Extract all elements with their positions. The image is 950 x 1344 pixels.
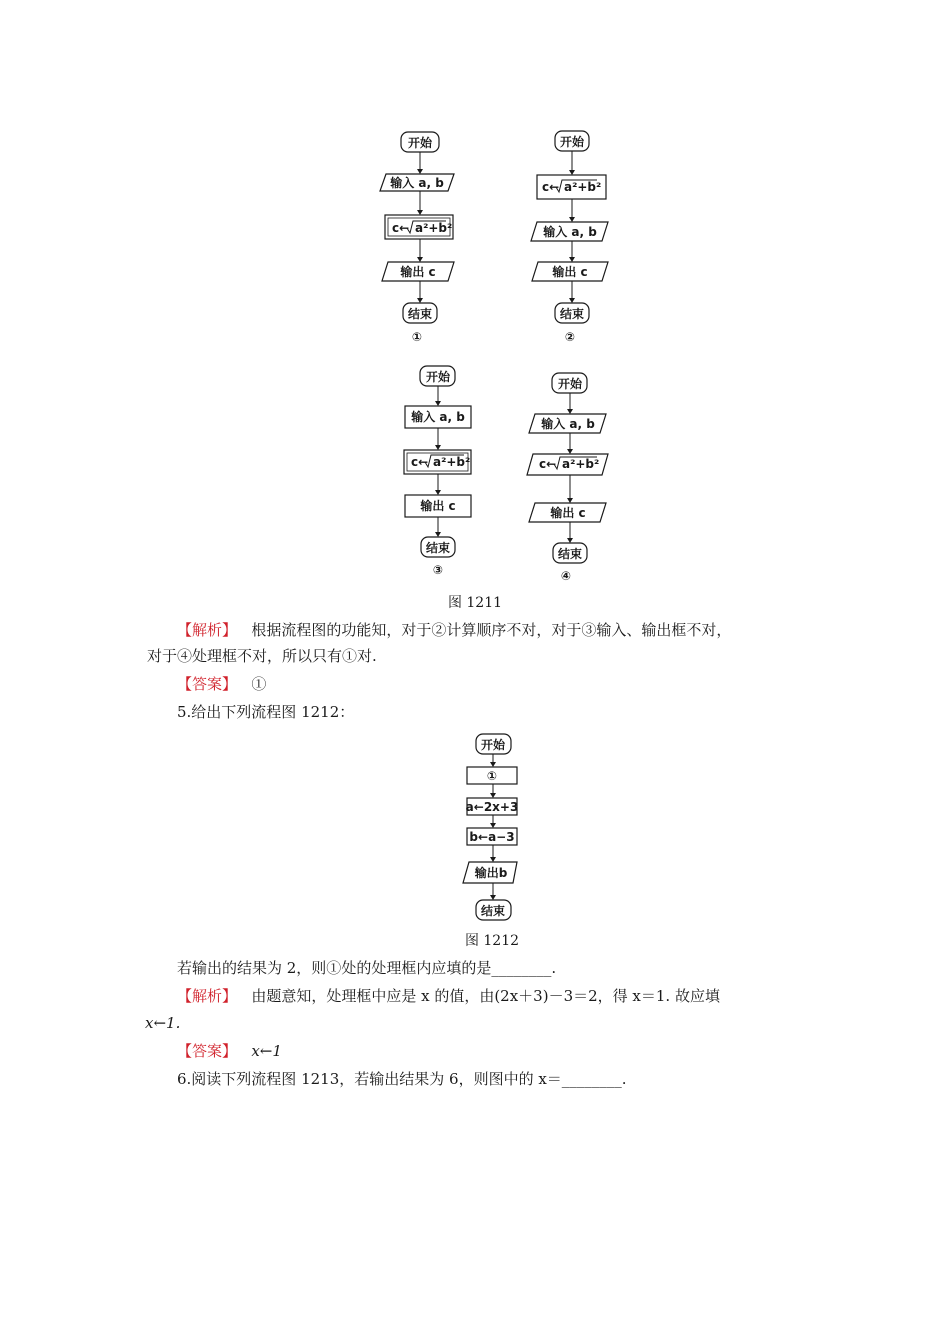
- input-label: 输入 a, b: [541, 417, 595, 431]
- answer-blank: ________: [561, 1070, 622, 1088]
- q5-answer: [177, 1038, 282, 1064]
- question-end: .: [621, 1070, 627, 1088]
- input-label: 输入 a, b: [543, 225, 597, 239]
- q4-analysis-line2: 对于④处理框不对，所以只有①对.: [147, 647, 377, 665]
- answer-blank: ________: [491, 959, 552, 977]
- answer-text: ①: [251, 675, 267, 693]
- assign-label: c←: [411, 455, 429, 469]
- flowchart-1: [370, 125, 470, 345]
- output-label: 输出 c: [420, 499, 456, 513]
- flowchart-4: [520, 365, 620, 585]
- radicand-label: a²+b²: [433, 455, 471, 469]
- analysis-tag: 【解析】: [177, 987, 238, 1005]
- label-2: ②: [564, 330, 576, 344]
- assign-a-label: a←2x+3: [465, 800, 519, 814]
- input-label: 输入 a, b: [411, 410, 465, 424]
- end-label: 结束: [480, 904, 506, 918]
- q6-question: [177, 1066, 627, 1092]
- start-label: 开始: [425, 370, 451, 384]
- q5-analysis-line1: [177, 983, 720, 1009]
- figure-1211-caption: 图 1211: [447, 595, 503, 611]
- label-3: ③: [432, 563, 444, 577]
- assign-b-label: b←a−3: [469, 830, 515, 844]
- prompt-text: 若输出的结果为 2，则①处的处理框内应填的是: [177, 959, 492, 977]
- label-1: ①: [411, 330, 423, 344]
- q4-analysis-line1: [177, 617, 731, 643]
- output-label: 输出b: [474, 866, 508, 880]
- answer-tag: 【答案】: [177, 1042, 238, 1060]
- flowchart-3: [388, 360, 488, 580]
- assign-label: c←: [539, 457, 557, 471]
- label-4: ④: [560, 569, 572, 583]
- radicand-label: a²+b²: [564, 180, 602, 194]
- start-label: 开始: [407, 136, 433, 150]
- end-label: 结束: [557, 547, 583, 561]
- end-label: 结束: [559, 307, 585, 321]
- input-label: 输入 a, b: [390, 176, 444, 190]
- radicand-label: a²+b²: [562, 457, 600, 471]
- output-label: 输出 c: [400, 265, 436, 279]
- start-label: 开始: [480, 738, 506, 752]
- output-label: 输出 c: [552, 265, 588, 279]
- prompt-end: .: [551, 959, 557, 977]
- answer-tag: 【答案】: [177, 675, 238, 693]
- q5-question: 5.给出下列流程图 1212：: [177, 703, 355, 721]
- radicand-label: a²+b²: [415, 221, 453, 235]
- q4-answer: [177, 671, 266, 697]
- flowchart-1212: [455, 728, 535, 928]
- start-label: 开始: [559, 135, 585, 149]
- blank-label: ①: [486, 769, 498, 783]
- assign-label: c←: [392, 221, 410, 235]
- end-label: 结束: [407, 307, 433, 321]
- q5-analysis-line2: x←1.: [145, 1014, 181, 1032]
- analysis-tag: 【解析】: [177, 621, 238, 639]
- analysis-text: 由题意知，处理框中应是 x 的值，由(2x＋3)－3＝2，得 x＝1. 故应填: [251, 987, 720, 1005]
- figure-1212-caption: 图 1212: [464, 933, 520, 949]
- analysis-text: 根据流程图的功能知，对于②计算顺序不对，对于③输入、输出框不对，: [251, 621, 732, 639]
- start-label: 开始: [557, 377, 583, 391]
- answer-text: x←1: [251, 1042, 282, 1060]
- output-label: 输出 c: [550, 506, 586, 520]
- end-label: 结束: [425, 541, 451, 555]
- q5-prompt: [177, 955, 556, 981]
- question-text: 6.阅读下列流程图 1213，若输出结果为 6，则图中的 x＝: [177, 1070, 562, 1088]
- flowchart-2: [522, 125, 622, 350]
- assign-label: c←: [542, 180, 560, 194]
